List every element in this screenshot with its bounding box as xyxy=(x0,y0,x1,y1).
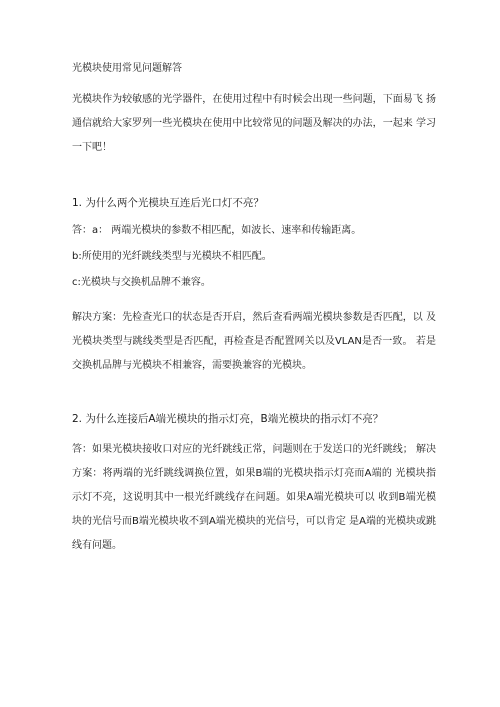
question-2-title: 2. 为什么连接后A端光模块的指示灯亮，B端光模块的指示灯不亮？ xyxy=(72,413,384,425)
intro-paragraph: 光模块作为较敏感的光学器件，在使用过程中有时候会出现一些问题，下面易飞 扬通信就给大家罗列一些光模块在使用中比较常见的问题及解决的办法，一起来 学习一下吧！ xyxy=(72,94,436,153)
question-1-title: 1. 为什么两个光模块互连后光口灯不亮？ xyxy=(72,197,264,209)
question-1-answer-b: b:所使用的光纤跳线类型与光模块不相匹配。 xyxy=(72,251,272,262)
question-1-solution: 解决方案：先检查光口的状态是否开启，然后查看两端光模块参数是否匹配，以 及光模块类型与跳线类型是否匹配，再检查是否配置网关以及VLAN是否一致。 若是交换机品牌与光模块不相兼容，需要换兼容的光模块。 xyxy=(72,312,436,371)
document-page xyxy=(72,62,436,558)
document-title: 光模块使用常见问题解答 xyxy=(72,63,182,74)
question-1-answer-c: c:光模块与交换机品牌不兼容。 xyxy=(72,277,211,288)
question-1-answer-a: 答：a： 两端光模块的参数不相匹配，如波长、速率和传输距离。 xyxy=(72,225,362,236)
question-2-answer: 答：如果光模块接收口对应的光纤跳线正常，问题则在于发送口的光纤跳线； 解决方案：将两端的光纤跳线调换位置，如果B端的光模块指示灯亮而A端的 光模块指示灯不亮，这说明其中一根光纤跳线存在问题。如果A端光模块可以 收到B端光模块的光信号而B端光模块收不到A端光模块的光信号，可以肯定 是A端的光模块或跳线有问题。 xyxy=(72,444,436,551)
